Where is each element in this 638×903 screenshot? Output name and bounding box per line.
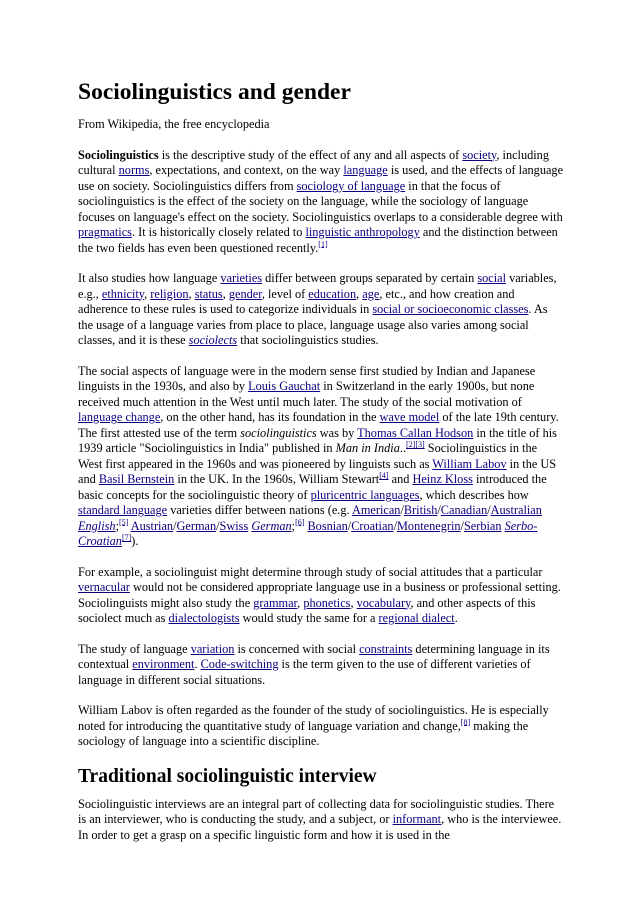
intro-paragraph	[78, 148, 564, 257]
text-run: It also studies how language	[78, 271, 221, 285]
text-run: that sociolinguistics studies.	[237, 333, 379, 347]
text-run: would not be considered appropriate language use in a business or professional setting. Sociolinguists might also study the	[78, 580, 561, 610]
wiki-link[interactable]: language change	[78, 410, 161, 424]
wiki-link[interactable]: Heinz Kloss	[412, 472, 473, 486]
wiki-link[interactable]: Australian	[490, 503, 542, 517]
text-run: Man in India	[335, 441, 400, 455]
wiki-link[interactable]: pragmatics	[78, 225, 132, 239]
text-run: /	[437, 503, 441, 517]
wiki-link[interactable]: Serbian	[463, 518, 502, 533]
text-run: , which describes how	[419, 487, 529, 502]
example-paragraph	[78, 565, 564, 627]
text-run: Sociolinguistic interviews are an integral part of collecting data for sociolinguistic studies. There is an interviewer, who is conducting the study, and a subject, or	[78, 796, 555, 826]
wiki-link[interactable]: sociology of language	[296, 178, 406, 193]
wiki-link[interactable]: Canadian	[440, 503, 488, 517]
citation-link[interactable]: [4]	[379, 470, 389, 480]
citation-link[interactable]: [6]	[295, 517, 305, 527]
wiki-link[interactable]: regional dialect	[378, 611, 455, 625]
text-run: Sociolinguistics	[78, 147, 159, 162]
text-run: ).	[131, 534, 139, 548]
wiki-link[interactable]: gender	[228, 286, 262, 301]
wiki-link[interactable]: society	[462, 147, 497, 162]
text-run: of the late 19th century. The first attested use of the term	[78, 410, 559, 440]
wiki-link[interactable]: education	[308, 286, 357, 301]
wiki-link[interactable]: Basil Bernstein	[98, 472, 175, 486]
wiki-link[interactable]: varieties	[220, 271, 263, 285]
wiki-link[interactable]: grammar	[253, 595, 298, 610]
text-run: and the distinction between the two fields has even been questioned recently.	[78, 225, 558, 255]
citation-link[interactable]: [1]	[318, 239, 328, 249]
text-run: /	[487, 503, 491, 517]
wiki-link[interactable]: Montenegrin	[396, 518, 461, 533]
history-paragraph	[78, 364, 564, 550]
text-run: The social aspects of language were in the modern sense first studied by Indian and Japanese linguists in the 1930s, and also by	[78, 363, 536, 393]
text-run: ,	[222, 286, 229, 301]
text-run: is concerned with social	[234, 641, 360, 656]
citation-link[interactable]: [8]	[460, 717, 471, 727]
text-run: /	[460, 518, 464, 533]
wiki-link[interactable]: standard language	[78, 503, 168, 517]
wiki-link[interactable]: social	[477, 271, 506, 285]
text-run: is used, and the effects of language use on society. Sociolinguistics differs from	[78, 163, 564, 193]
text-run: /	[400, 503, 404, 517]
text-run: ..	[399, 441, 407, 455]
text-run: variables, e.g.,	[78, 271, 557, 301]
interview-paragraph	[78, 797, 564, 844]
text-run: determining language in its contextual	[78, 641, 550, 671]
wiki-link[interactable]: Serbo-Croatian	[78, 518, 538, 548]
wiki-link[interactable]: status	[194, 286, 223, 301]
text-run: /	[347, 518, 352, 533]
page-subtitle: From Wikipedia, the free encyclopedia	[78, 117, 270, 131]
wiki-link[interactable]: German	[176, 518, 217, 533]
text-run: is the descriptive study of the effect of any and all aspects of	[158, 147, 463, 162]
language-variation-paragraph	[78, 642, 564, 689]
text-run: in the title of his 1939 article "Sociolinguistics in India" published in	[78, 425, 557, 455]
text-run: /	[216, 518, 220, 533]
wiki-link[interactable]: constraints	[359, 641, 413, 656]
citation-link[interactable]: [2][3]	[406, 439, 425, 449]
text-run: ,	[188, 286, 195, 301]
wiki-link[interactable]: age	[362, 286, 380, 301]
wiki-link[interactable]: variation	[190, 641, 235, 656]
wiki-link[interactable]: Austrian	[130, 518, 174, 533]
text-run: in Switzerland in the early 1900s, but none received much attention in the West until much later. The study of the social motivation of	[78, 379, 535, 409]
wiki-link[interactable]: American	[351, 503, 401, 517]
text-run: /	[173, 518, 177, 533]
wiki-link[interactable]: vocabulary	[356, 595, 411, 610]
text-run: and	[388, 472, 413, 486]
wiki-link[interactable]: language	[343, 163, 388, 177]
text-run: ;	[291, 518, 296, 533]
citation-link[interactable]: [5]	[119, 517, 129, 527]
text-run: , expectations, and context, on the way	[149, 163, 344, 177]
wiki-link[interactable]: phonetics	[303, 595, 351, 610]
wiki-link[interactable]: English	[78, 518, 116, 533]
text-run: sociolinguistics	[240, 425, 317, 440]
text-run: in the UK. In the 1960s, William Stewart	[174, 472, 380, 486]
wiki-link[interactable]: Louis Gauchat	[248, 379, 321, 393]
text-run: ,	[297, 595, 304, 610]
citation-link[interactable]: [7]	[121, 532, 132, 542]
wiki-link[interactable]: Croatian	[351, 518, 394, 533]
wiki-link[interactable]: Thomas Callan Hodson	[357, 425, 474, 440]
text-run: . It is historically closely related to	[131, 225, 306, 239]
wiki-link[interactable]: vernacular	[78, 580, 130, 594]
wiki-link[interactable]: sociolects	[188, 333, 238, 347]
variation-paragraph	[78, 271, 564, 349]
text-run: making the sociology of language into a scientific discipline.	[78, 718, 529, 748]
text-run: in that the focus of sociolinguistics is the effect of the society on the language, while the sociology of language focuses on language's effect on the society. Sociolinguistics overlaps to a considerable degree with	[78, 178, 563, 224]
wiki-link[interactable]: Bosnian	[307, 518, 348, 533]
wiki-link[interactable]: linguistic anthropology	[305, 225, 420, 239]
labov-paragraph	[78, 703, 564, 750]
text-run: , and other aspects of this sociolect much as	[78, 595, 536, 625]
text-run: was by	[316, 425, 358, 440]
text-run: would study the same for a	[239, 611, 379, 625]
text-run: , including cultural	[78, 147, 549, 177]
text-run: varieties differ between nations (e.g.	[167, 503, 352, 517]
text-run: The study of language	[78, 641, 191, 656]
text-run: is the term given to the use of different varieties of language in different social situations.	[78, 657, 531, 687]
wiki-link[interactable]: environment	[132, 657, 195, 671]
text-run: Sociolinguistics in the West first appeared in the 1960s and was pioneered by linguists such as	[78, 441, 538, 471]
wiki-link[interactable]: wave model	[379, 410, 440, 424]
text-run: William Labov is often regarded as the founder of the study of sociolinguistics. He is especially noted for introducing the quantitative study of language variation and change,	[78, 703, 549, 733]
text-run: ;	[115, 518, 119, 533]
text-run: .	[454, 611, 458, 625]
text-run: introduced the basic concepts for the sociolinguistic theory of	[78, 472, 547, 502]
text-run: in the US and	[78, 456, 557, 486]
wiki-link[interactable]: dialectologists	[168, 611, 240, 625]
text-run: /	[393, 518, 397, 533]
text-run: ,	[350, 595, 357, 610]
wiki-link[interactable]: ethnicity	[101, 286, 145, 301]
text-run: , etc., and how creation and adherence to these rules is used to categorize individuals in	[78, 286, 515, 316]
text-run: ,	[356, 286, 363, 301]
wiki-link[interactable]: informant	[392, 812, 442, 826]
wiki-link[interactable]: German	[251, 518, 292, 533]
wiki-link[interactable]: religion	[150, 286, 189, 301]
text-run: .	[194, 657, 201, 671]
wiki-link[interactable]: social or socioeconomic classes	[372, 302, 529, 316]
page-title: Sociolinguistics and gender	[78, 79, 351, 105]
text-run: , on the other hand, has its foundation in the	[160, 410, 380, 424]
wiki-link[interactable]: British	[403, 503, 438, 517]
wiki-link[interactable]: William Labov	[432, 456, 507, 471]
text-run: differ between groups separated by certain	[262, 271, 478, 285]
wiki-link[interactable]: Swiss	[219, 518, 249, 533]
text-run: For example, a sociolinguist might determine through study of social attitudes that a particular	[78, 564, 543, 579]
wiki-link[interactable]: Code-switching	[200, 657, 279, 671]
wiki-link[interactable]: pluricentric languages	[310, 487, 420, 502]
text-run: . As the usage of a language varies from place to place, language usage also varies among social classes, and it is these	[78, 302, 548, 347]
text-run: , level of	[261, 286, 309, 301]
text-run: , who is the interviewee. In order to get a grasp on a specific linguistic form and how it is used in the	[78, 812, 562, 842]
section-heading: Traditional sociolinguistic interview	[78, 765, 377, 787]
wiki-link[interactable]: norms	[118, 163, 150, 177]
article	[78, 78, 564, 858]
text-run: ,	[144, 286, 151, 301]
